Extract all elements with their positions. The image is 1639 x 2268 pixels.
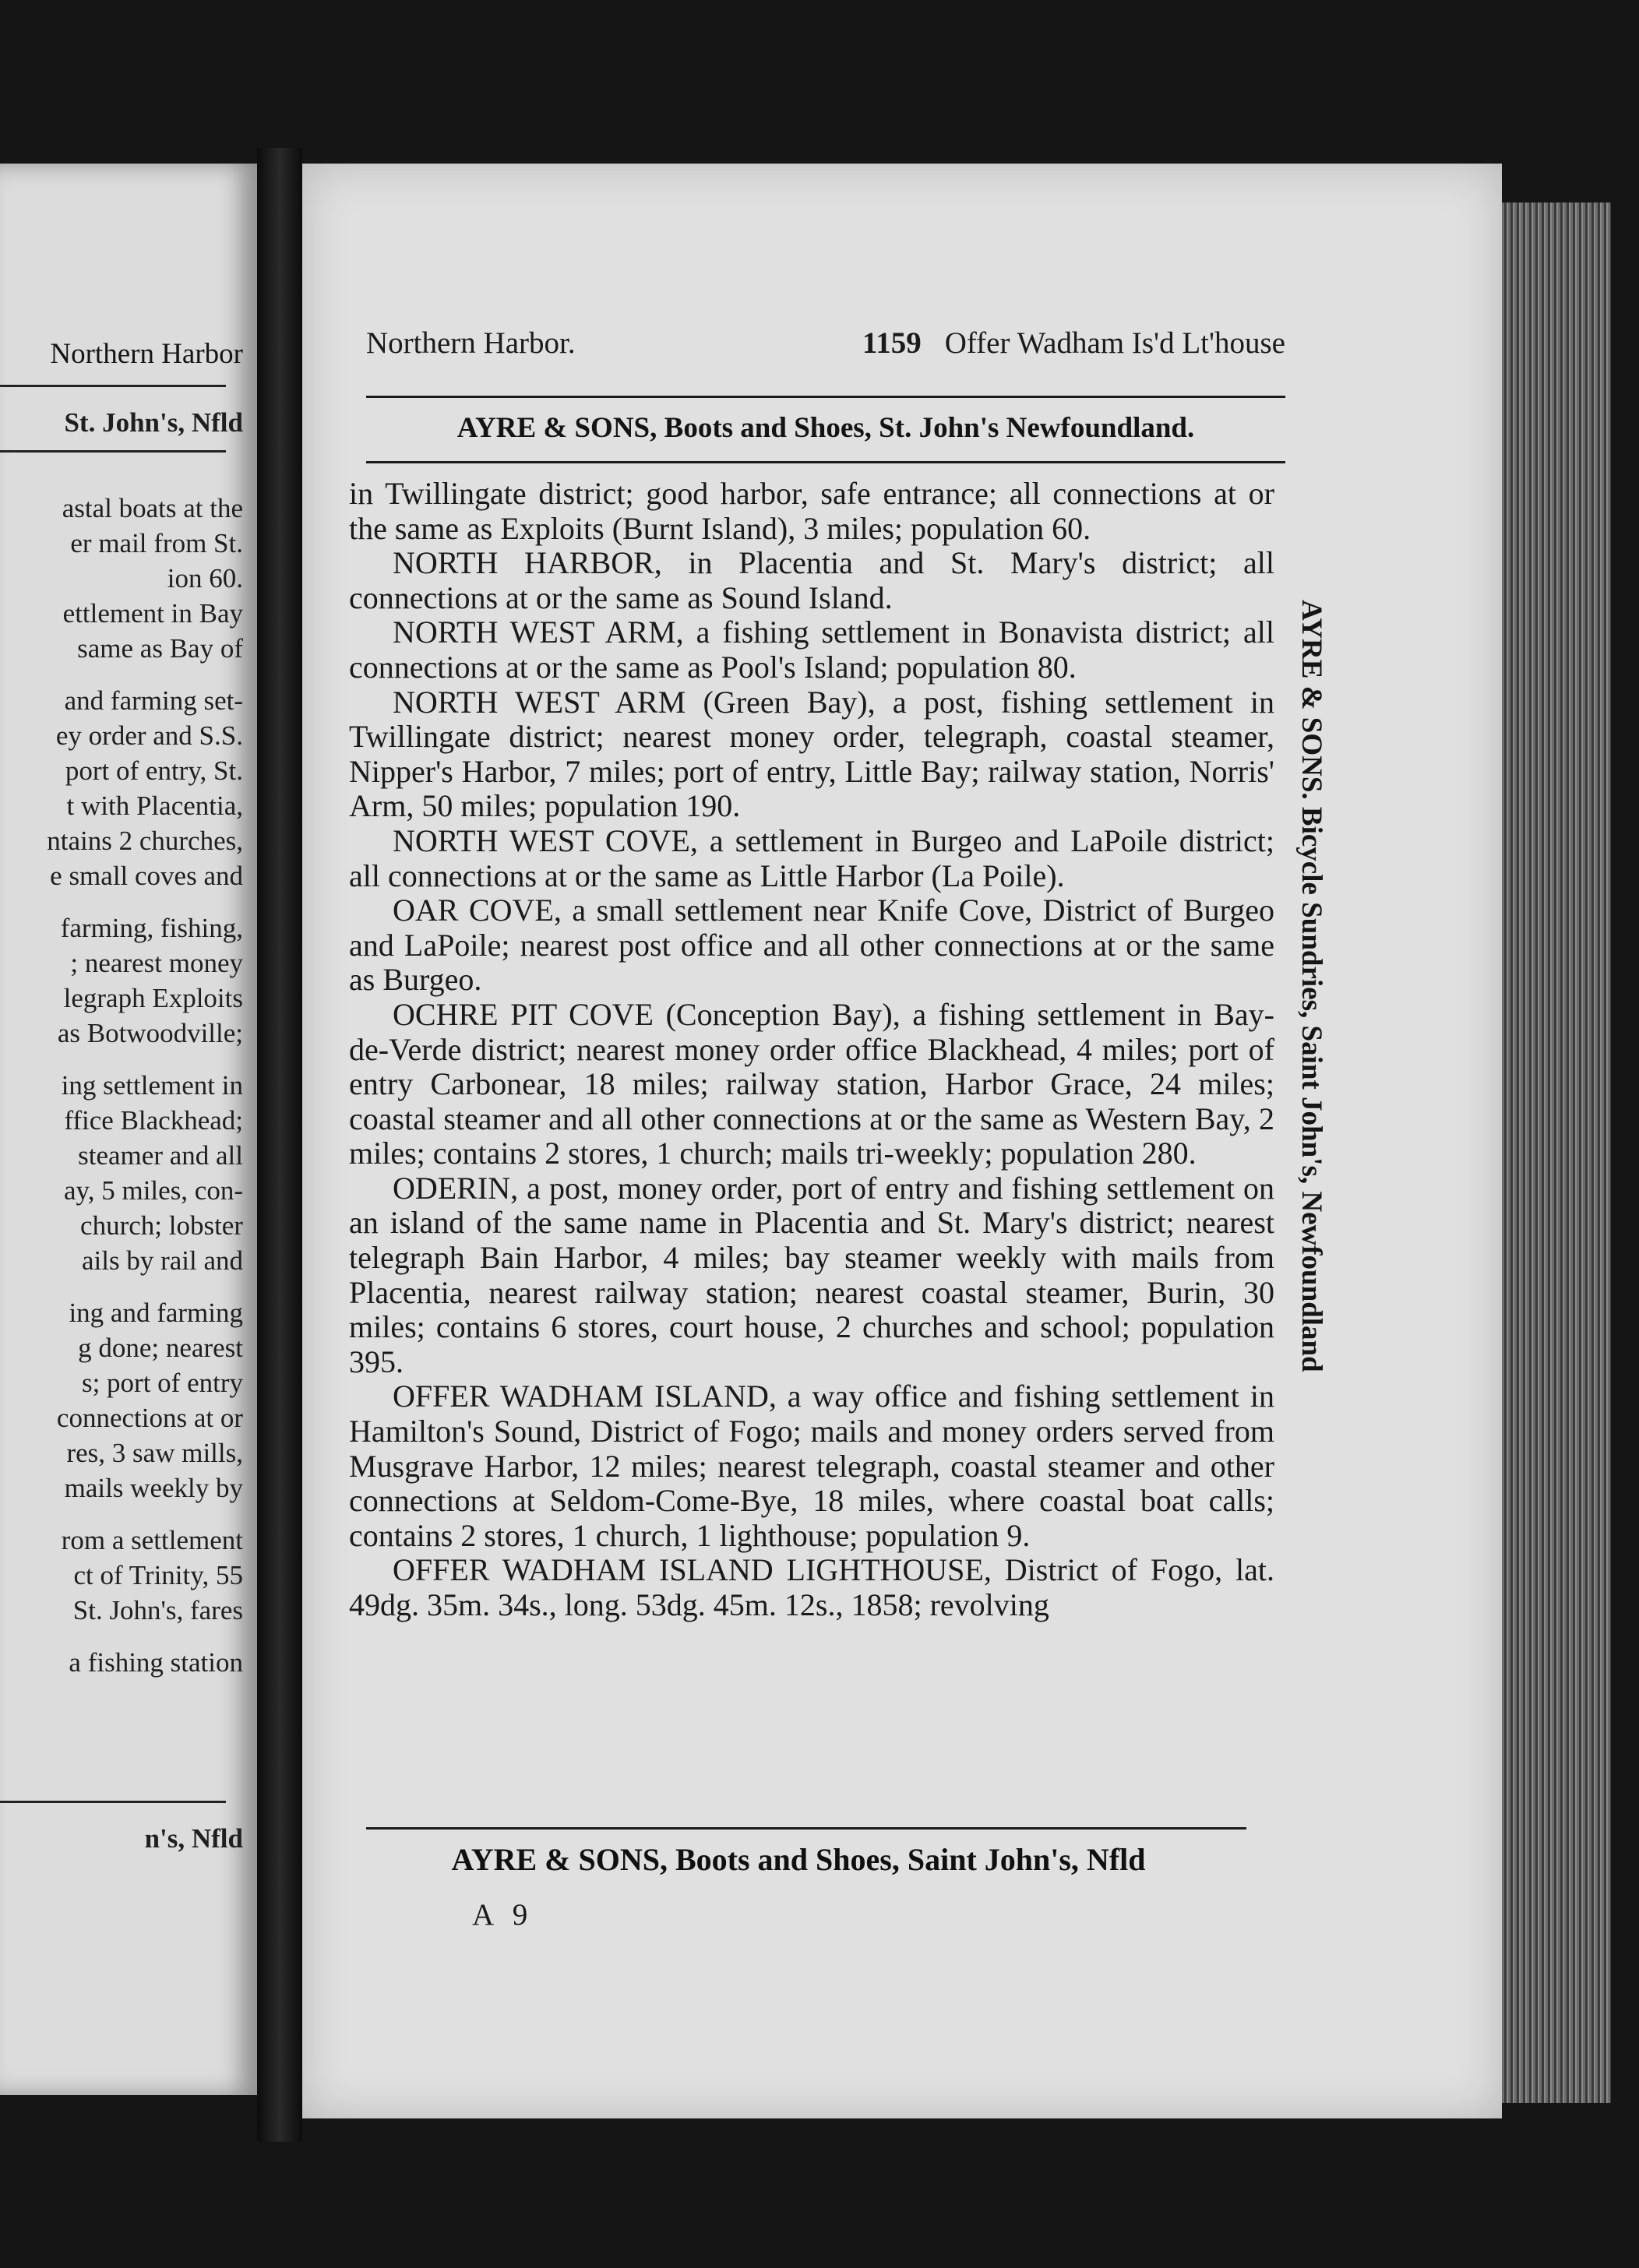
left-text-line: [0, 1278, 243, 1295]
left-text-line: ; nearest money: [70, 948, 243, 978]
left-running-head: Northern Harbor: [50, 338, 243, 370]
left-text-line: ion 60.: [167, 563, 243, 593]
left-text-line: ing settlement in: [61, 1070, 243, 1101]
left-text-line: church; lobster: [80, 1210, 243, 1241]
header-rule: [366, 396, 1285, 398]
left-text-line: ay, 5 miles, con-: [63, 1175, 243, 1206]
left-rule: [0, 1801, 226, 1803]
directory-entry: NORTH WEST ARM (Green Bay), a post, fishing settlement in Twillingate district; nearest money order, telegraph, coastal steamer, Nipper's Harbor, 7 miles; port of entry, Little Bay; railway station, Norris' Arm, 50 miles; population 190.: [349, 684, 1274, 824]
left-text-line: St. John's, fares: [72, 1595, 243, 1625]
page-edges: [1502, 202, 1611, 2103]
left-text-line: rom a settlement: [61, 1525, 243, 1555]
left-text-line: ntains 2 churches,: [47, 826, 243, 856]
left-text-line: g done; nearest: [78, 1333, 243, 1363]
left-rule: [0, 385, 226, 387]
left-text-line: t with Placentia,: [66, 791, 243, 821]
running-head-left: Northern Harbor.: [366, 326, 576, 360]
left-text-line: [0, 1628, 243, 1645]
left-text-line: legraph Exploits: [63, 983, 243, 1013]
left-text-line: astal boats at the: [62, 493, 243, 523]
left-text-line: [0, 666, 243, 683]
left-footer-fragment: n's, Nfld: [144, 1823, 243, 1854]
running-head: [366, 326, 1285, 372]
side-advertisement-text: AYRE & SONS. Bicycle Sundries, Saint John's, Newfoundland: [1295, 600, 1327, 1372]
footer-rule: [366, 1827, 1246, 1830]
left-ad-fragment: St. John's, Nfld: [64, 407, 243, 438]
facing-page-fragment: [0, 164, 257, 2095]
running-head-right: [862, 326, 1285, 361]
directory-entry: OCHRE PIT COVE (Conception Bay), a fishing settlement in Bay-de-Verde district; nearest money order office Blackhead, 4 miles; port of entry Carbonear, 18 miles; railway station, Harbor Grace, 24 miles; coastal steamer and all other connections at or the same as Western Bay, 2 miles; contains 2 stores, 1 church; mails tri-weekly; population 280.: [349, 996, 1274, 1171]
left-rule: [0, 450, 226, 453]
directory-entries: [349, 477, 1274, 1623]
left-text-line: e small coves and: [50, 861, 243, 891]
bottom-advertisement: AYRE & SONS, Boots and Shoes, Saint John's, Nfld: [451, 1842, 1146, 1877]
left-text-line: connections at or: [56, 1403, 243, 1433]
left-text-line: same as Bay of: [77, 633, 243, 664]
directory-entry: in Twillingate district; good harbor, safe entrance; all connections at or the same as Exploits (Burnt Island), 3 miles; population 60.: [349, 476, 1274, 546]
page-number: 1159: [862, 326, 922, 360]
directory-entry: NORTH WEST ARM, a fishing settlement in Bonavista district; all connections at or the same as Pool's Island; population 80.: [349, 615, 1274, 685]
running-head-entry: Offer Wadham Is'd Lt'house: [944, 326, 1285, 360]
left-text-line: farming, fishing,: [60, 913, 243, 943]
left-text-line: [0, 1506, 243, 1523]
left-text-line: ing and farming: [69, 1298, 243, 1328]
left-text-line: ails by rail and: [81, 1245, 243, 1276]
left-text-line: s; port of entry: [81, 1368, 243, 1398]
left-text-line: ettlement in Bay: [62, 598, 243, 629]
left-text-line: and farming set-: [64, 685, 243, 716]
left-text-line: [0, 1051, 243, 1068]
signature-mark: A 9: [472, 1898, 534, 1932]
left-text-line: mails weekly by: [64, 1473, 243, 1503]
left-text-line: ffice Blackhead;: [64, 1105, 243, 1136]
left-column-text: [0, 491, 243, 1680]
directory-entry: NORTH HARBOR, in Placentia and St. Mary's district; all connections at or the same as Sound Island.: [349, 545, 1274, 615]
left-text-line: port of entry, St.: [65, 755, 243, 786]
left-text-line: [0, 893, 243, 910]
left-text-line: ey order and S.S.: [55, 720, 243, 751]
directory-entry: ODERIN, a post, money order, port of entry and fishing settlement on an island of the same name in Placentia and St. Mary's district; nearest telegraph Bain Harbor, 4 miles; bay steamer weekly with mails from Placentia, nearest railway station; nearest coastal steamer, Burin, 30 miles; contains 6 stores, court house, 2 churches and school; population 395.: [349, 1170, 1274, 1379]
left-text-line: as Botwoodville;: [57, 1018, 243, 1048]
left-text-line: steamer and all: [78, 1140, 243, 1171]
left-text-line: a fishing station: [69, 1647, 243, 1678]
left-text-line: res, 3 saw mills,: [66, 1438, 243, 1468]
book-spine-gutter: [257, 148, 302, 2142]
directory-entry: OAR COVE, a small settlement near Knife Cove, District of Burgeo and LaPoile; nearest post office and all other connections at or the same as Burgeo.: [349, 893, 1274, 998]
top-advertisement: AYRE & SONS, Boots and Shoes, St. John's Newfoundland.: [456, 412, 1195, 444]
directory-entry: OFFER WADHAM ISLAND, a way office and fishing settlement in Hamilton's Sound, District of Fogo; mails and money orders served from Musgrave Harbor, 12 miles; nearest telegraph, coastal steamer and other connections at Seldom-Come-Bye, 18 miles, where coastal boat calls; contains 2 stores, 1 church, 1 lighthouse; population 9.: [349, 1379, 1274, 1553]
side-advertisement: [1285, 600, 1340, 1690]
directory-entry: NORTH WEST COVE, a settlement in Burgeo and LaPoile district; all connections at or the same as Little Harbor (La Poile).: [349, 822, 1274, 893]
left-text-line: ct of Trinity, 55: [73, 1560, 243, 1590]
left-text-line: er mail from St.: [70, 528, 243, 558]
ad-rule: [366, 461, 1285, 463]
directory-entry: OFFER WADHAM ISLAND LIGHTHOUSE, District of Fogo, lat. 49dg. 35m. 34s., long. 53dg. 45m. 12s., 1858; revolving: [349, 1552, 1274, 1622]
